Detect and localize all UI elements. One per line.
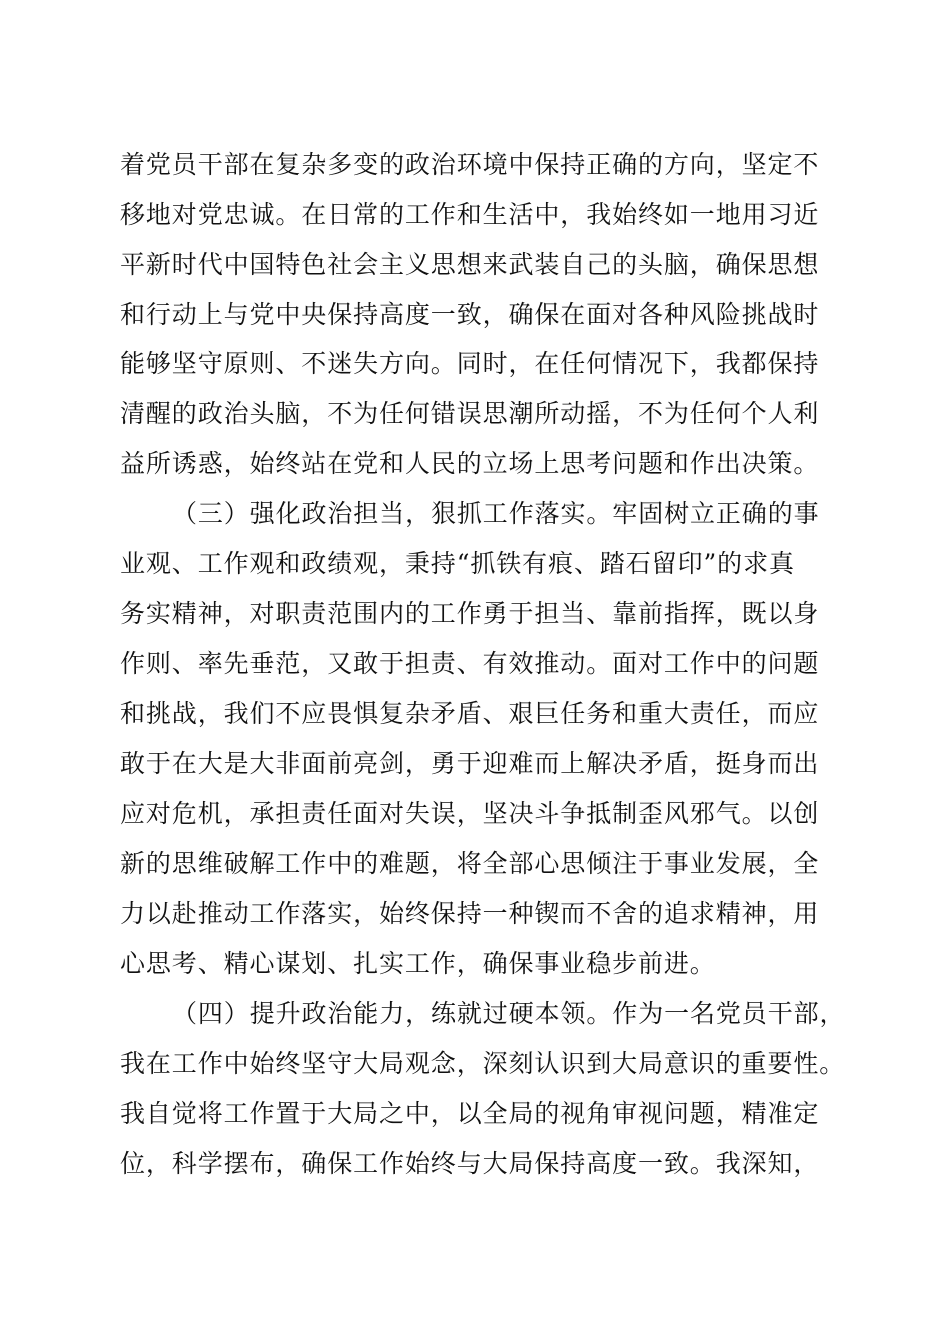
text-line: 位，科学摆布，确保工作始终与大局保持高度一致。我深知， xyxy=(120,1149,820,1178)
text-line: 益所诱惑，始终站在党和人民的立场上思考问题和作出决策。 xyxy=(120,449,820,478)
text-line: 着党员干部在复杂多变的政治环境中保持正确的方向，坚定不 xyxy=(120,150,820,179)
text-line: 务实精神，对职责范围内的工作勇于担当、靠前指挥，既以身 xyxy=(120,599,820,628)
text-line: 清醒的政治头脑，不为任何错误思潮所动摇，不为任何个人利 xyxy=(120,399,820,428)
text-line: 心思考、精心谋划、扎实工作，确保事业稳步前进。 xyxy=(120,949,716,978)
text-line: 和行动上与党中央保持高度一致，确保在面对各种风险挑战时 xyxy=(120,300,820,329)
text-line: 移地对党忠诚。在日常的工作和生活中，我始终如一地用习近 xyxy=(120,200,820,229)
text-line: 和挑战，我们不应畏惧复杂矛盾、艰巨任务和重大责任，而应 xyxy=(120,699,820,728)
text-line: 我在工作中始终坚守大局观念，深刻认识到大局意识的重要性。 xyxy=(120,1049,846,1078)
text-line: 作则、率先垂范，又敢于担责、有效推动。面对工作中的问题 xyxy=(120,649,820,678)
text-line: 业观、工作观和政绩观，秉持“抓铁有痕、踏石留印”的求真 xyxy=(120,549,795,578)
text-line: 应对危机，承担责任面对失误，坚决斗争抵制歪风邪气。以创 xyxy=(120,799,820,828)
text-line: 能够坚守原则、不迷失方向。同时，在任何情况下，我都保持 xyxy=(120,349,820,378)
text-line: 力以赴推动工作落实，始终保持一种锲而不舍的追求精神，用 xyxy=(120,899,820,928)
text-line: 敢于在大是大非面前亮剑，勇于迎难而上解决矛盾，挺身而出 xyxy=(120,749,820,778)
paragraph-4-heading-line: （四）提升政治能力，练就过硬本领。作为一名党员干部， xyxy=(172,999,846,1028)
text-line: 平新时代中国特色社会主义思想来武装自己的头脑，确保思想 xyxy=(120,250,820,279)
paragraph-3-heading-line: （三）强化政治担当，狠抓工作落实。牢固树立正确的事 xyxy=(172,499,820,528)
text-line: 新的思维破解工作中的难题，将全部心思倾注于事业发展，全 xyxy=(120,849,820,878)
text-line: 我自觉将工作置于大局之中，以全局的视角审视问题，精准定 xyxy=(120,1099,820,1128)
